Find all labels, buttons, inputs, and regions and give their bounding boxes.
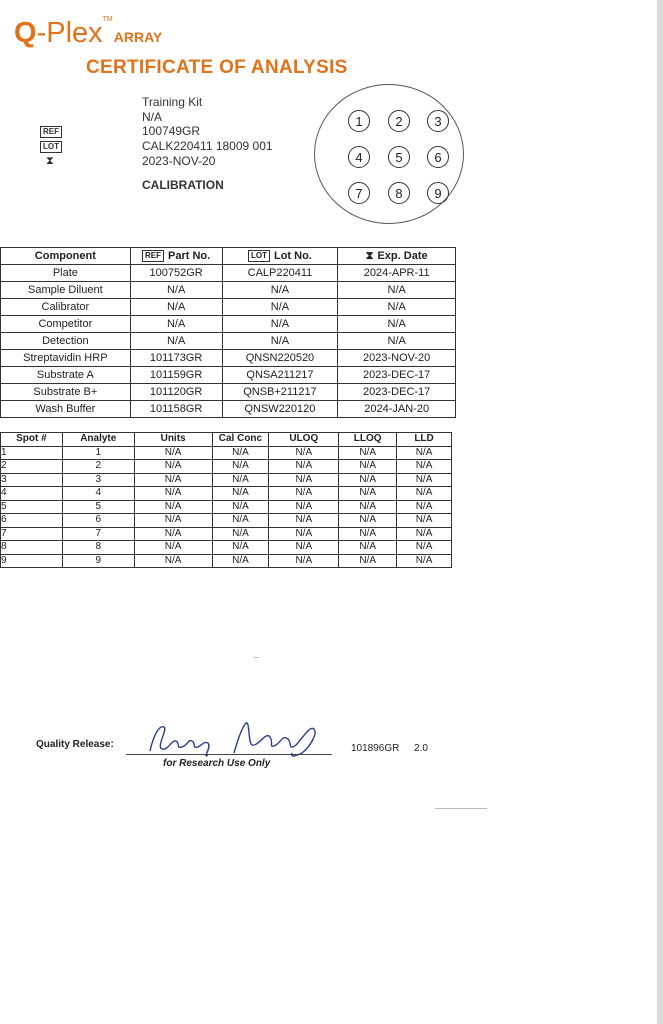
scan-mark xyxy=(435,808,487,809)
analyte-cell: N/A xyxy=(134,514,212,528)
part-no-value: 100749GR xyxy=(142,124,201,138)
analyte-row xyxy=(1,473,452,487)
component-exp-date: N/A xyxy=(338,282,456,299)
analyte-cell: N/A xyxy=(212,487,269,501)
analyte-cell: N/A xyxy=(339,514,397,528)
analyte-cell: N/A xyxy=(212,554,269,568)
component-lot-no: QNSN220520 xyxy=(222,350,338,367)
component-name: Streptavidin HRP xyxy=(1,350,131,367)
component-row xyxy=(1,350,456,367)
analyte-cell: N/A xyxy=(339,541,397,555)
component-part-no: N/A xyxy=(130,333,222,350)
analyte-row xyxy=(1,487,452,501)
component-row xyxy=(1,316,456,333)
analyte-cell: N/A xyxy=(134,527,212,541)
logo-trademark: TM xyxy=(102,16,113,23)
component-part-no: N/A xyxy=(130,316,222,333)
analyte-cell: 6 xyxy=(1,514,63,528)
analyte-cell: 7 xyxy=(1,527,63,541)
analyte-cell: N/A xyxy=(269,460,339,474)
qplex-logo xyxy=(14,14,162,48)
component-lot-no: N/A xyxy=(222,282,338,299)
analyte-cell: 5 xyxy=(1,500,63,514)
analyte-cell: 2 xyxy=(1,460,63,474)
analyte-col-header: LLOQ xyxy=(339,433,397,447)
analyte-cell: N/A xyxy=(212,460,269,474)
logo-plex: -Plex xyxy=(36,17,103,49)
analyte-cell: N/A xyxy=(269,446,339,460)
analyte-cell: N/A xyxy=(397,514,452,528)
analyte-cell: 4 xyxy=(1,487,63,501)
analyte-cell: N/A xyxy=(339,460,397,474)
analyte-cell: N/A xyxy=(134,446,212,460)
exp-date-row-label xyxy=(46,153,58,168)
component-part-no: 101159GR xyxy=(130,367,222,384)
lot-no-row-label xyxy=(40,139,66,153)
analyte-cell: N/A xyxy=(212,527,269,541)
analyte-cell: N/A xyxy=(397,527,452,541)
research-use-only: for Research Use Only xyxy=(163,758,271,769)
analyte-cell: N/A xyxy=(269,500,339,514)
analyte-cell: 9 xyxy=(62,554,134,568)
ref-badge-icon: REF xyxy=(40,126,62,138)
component-row xyxy=(1,282,456,299)
analyte-cell: 1 xyxy=(1,446,63,460)
software-code-value: CALIBRATION xyxy=(142,178,224,192)
component-exp-date: 2023-DEC-17 xyxy=(338,384,456,401)
analyte-cell: N/A xyxy=(397,541,452,555)
analyte-cell: N/A xyxy=(339,487,397,501)
col-exp-date xyxy=(338,248,456,265)
analyte-cell: 2 xyxy=(62,460,134,474)
analyte-cell: 8 xyxy=(1,541,63,555)
hourglass-icon: ⧗ xyxy=(365,249,374,262)
component-part-no: N/A xyxy=(130,299,222,316)
analyte-cell: 3 xyxy=(62,473,134,487)
logo-q: Q xyxy=(14,17,37,49)
analyte-cell: 3 xyxy=(1,473,63,487)
component-exp-date: 2024-JAN-20 xyxy=(338,401,456,418)
component-row xyxy=(1,401,456,418)
analyte-cell: N/A xyxy=(339,473,397,487)
lot-badge-icon: LOT xyxy=(40,141,62,153)
components-body xyxy=(1,265,456,418)
components-table xyxy=(0,247,456,418)
analyte-cell: N/A xyxy=(134,541,212,555)
analyte-cell: 4 xyxy=(62,487,134,501)
analyte-row xyxy=(1,527,452,541)
component-part-no: 101158GR xyxy=(130,401,222,418)
component-lot-no: CALP220411 xyxy=(222,265,338,282)
part-no-row-label xyxy=(40,124,66,138)
col-part-no xyxy=(130,248,222,265)
analyte-header-row xyxy=(1,433,452,447)
analyte-cell: N/A xyxy=(397,487,452,501)
analyte-col-header: Cal Conc xyxy=(212,433,269,447)
component-part-no: 101120GR xyxy=(130,384,222,401)
analyte-cell: 7 xyxy=(62,527,134,541)
component-lot-no: N/A xyxy=(222,316,338,333)
component-exp-date: N/A xyxy=(338,316,456,333)
col-component: Component xyxy=(1,248,131,265)
logo-array: ARRAY xyxy=(113,29,163,45)
analyte-cell: N/A xyxy=(397,446,452,460)
analyte-cell: 6 xyxy=(62,514,134,528)
component-lot-no: QNSA211217 xyxy=(222,367,338,384)
component-part-no: 101173GR xyxy=(130,350,222,367)
analyte-cell: N/A xyxy=(339,500,397,514)
component-name: Substrate A xyxy=(1,367,131,384)
component-part-no: N/A xyxy=(130,282,222,299)
analyte-col-header: Units xyxy=(134,433,212,447)
analyte-cell: N/A xyxy=(269,554,339,568)
analyte-row xyxy=(1,446,452,460)
component-name: Detection xyxy=(1,333,131,350)
lot-no-value: CALK220411 18009 001 xyxy=(142,139,273,153)
analyte-cell: N/A xyxy=(134,473,212,487)
analyte-cell: N/A xyxy=(269,487,339,501)
exp-date-value: 2023-NOV-20 xyxy=(142,154,216,168)
analyte-cell: 9 xyxy=(1,554,63,568)
component-row xyxy=(1,265,456,282)
analyte-cell: N/A xyxy=(269,527,339,541)
signature-image xyxy=(142,713,332,763)
component-exp-date: 2023-DEC-17 xyxy=(338,367,456,384)
component-row xyxy=(1,333,456,350)
analyte-cell: 5 xyxy=(62,500,134,514)
analyte-table xyxy=(0,432,452,568)
analyte-cell: N/A xyxy=(212,514,269,528)
spot-4: 4 xyxy=(348,146,370,168)
component-lot-no: QNSW220120 xyxy=(222,401,338,418)
analyte-body xyxy=(1,446,452,568)
col-lot-no-label: Lot No. xyxy=(273,249,312,262)
spot-layout-diagram xyxy=(314,84,464,224)
analyte-cell: N/A xyxy=(134,500,212,514)
analyte-cell: N/A xyxy=(397,554,452,568)
lot-badge-icon: LOT xyxy=(248,250,270,262)
spot-9: 9 xyxy=(427,182,449,204)
component-exp-date: N/A xyxy=(338,333,456,350)
analyte-cell: N/A xyxy=(134,460,212,474)
scan-edge xyxy=(657,0,663,1024)
ref-badge-icon: REF xyxy=(142,250,164,262)
component-lot-no: QNSB+211217 xyxy=(222,384,338,401)
analyte-cell: N/A xyxy=(134,554,212,568)
spot-1: 1 xyxy=(348,110,370,132)
analyte-cell: N/A xyxy=(269,514,339,528)
analyte-row xyxy=(1,514,452,528)
analyte-cell: N/A xyxy=(397,460,452,474)
spot-5: 5 xyxy=(388,146,410,168)
analyte-cell: N/A xyxy=(397,473,452,487)
component-name: Sample Diluent xyxy=(1,282,131,299)
analyte-cell: 1 xyxy=(62,446,134,460)
analyte-cell: N/A xyxy=(397,500,452,514)
component-name: Plate xyxy=(1,265,131,282)
document-version: 2.0 xyxy=(414,743,428,754)
analyte-row xyxy=(1,541,452,555)
component-exp-date: 2023-NOV-20 xyxy=(338,350,456,367)
analyte-cell: N/A xyxy=(212,500,269,514)
analyte-cell: N/A xyxy=(212,541,269,555)
spot-6: 6 xyxy=(427,146,449,168)
order-no-value: N/A xyxy=(142,110,163,124)
col-lot-no xyxy=(222,248,338,265)
spot-2: 2 xyxy=(388,110,410,132)
component-lot-no: N/A xyxy=(222,333,338,350)
component-row xyxy=(1,384,456,401)
component-exp-date: 2024-APR-11 xyxy=(338,265,456,282)
analyte-row xyxy=(1,500,452,514)
product-name-value: Training Kit xyxy=(142,95,203,109)
component-row xyxy=(1,367,456,384)
analyte-col-header: LLD xyxy=(397,433,452,447)
document-title: CERTIFICATE OF ANALYSIS xyxy=(86,57,348,78)
analyte-cell: N/A xyxy=(212,473,269,487)
analyte-cell: N/A xyxy=(269,473,339,487)
analyte-cell: N/A xyxy=(339,446,397,460)
analyte-cell: N/A xyxy=(339,527,397,541)
component-name: Competitor xyxy=(1,316,131,333)
component-row xyxy=(1,299,456,316)
analyte-col-header: Spot # xyxy=(1,433,63,447)
analyte-col-header: Analyte xyxy=(62,433,134,447)
signature-line xyxy=(126,754,332,755)
analyte-cell: N/A xyxy=(134,487,212,501)
col-part-no-label: Part No. xyxy=(168,249,211,262)
components-header-row xyxy=(1,248,456,265)
analyte-row xyxy=(1,460,452,474)
analyte-cell: 8 xyxy=(62,541,134,555)
component-name: Calibrator xyxy=(1,299,131,316)
spot-8: 8 xyxy=(388,182,410,204)
component-part-no: 100752GR xyxy=(130,265,222,282)
analyte-cell: N/A xyxy=(212,446,269,460)
quality-release-label: Quality Release: xyxy=(36,739,114,750)
analyte-row xyxy=(1,554,452,568)
scan-mark xyxy=(254,657,259,658)
col-exp-date-label: Exp. Date xyxy=(377,249,428,262)
spot-7: 7 xyxy=(348,182,370,204)
analyte-col-header: ULOQ xyxy=(269,433,339,447)
analyte-cell: N/A xyxy=(339,554,397,568)
component-name: Substrate B+ xyxy=(1,384,131,401)
document-number: 101896GR xyxy=(351,743,400,754)
analyte-cell: N/A xyxy=(269,541,339,555)
spot-3: 3 xyxy=(427,110,449,132)
component-exp-date: N/A xyxy=(338,299,456,316)
component-name: Wash Buffer xyxy=(1,401,131,418)
component-lot-no: N/A xyxy=(222,299,338,316)
hourglass-icon: ⧗ xyxy=(46,155,54,167)
